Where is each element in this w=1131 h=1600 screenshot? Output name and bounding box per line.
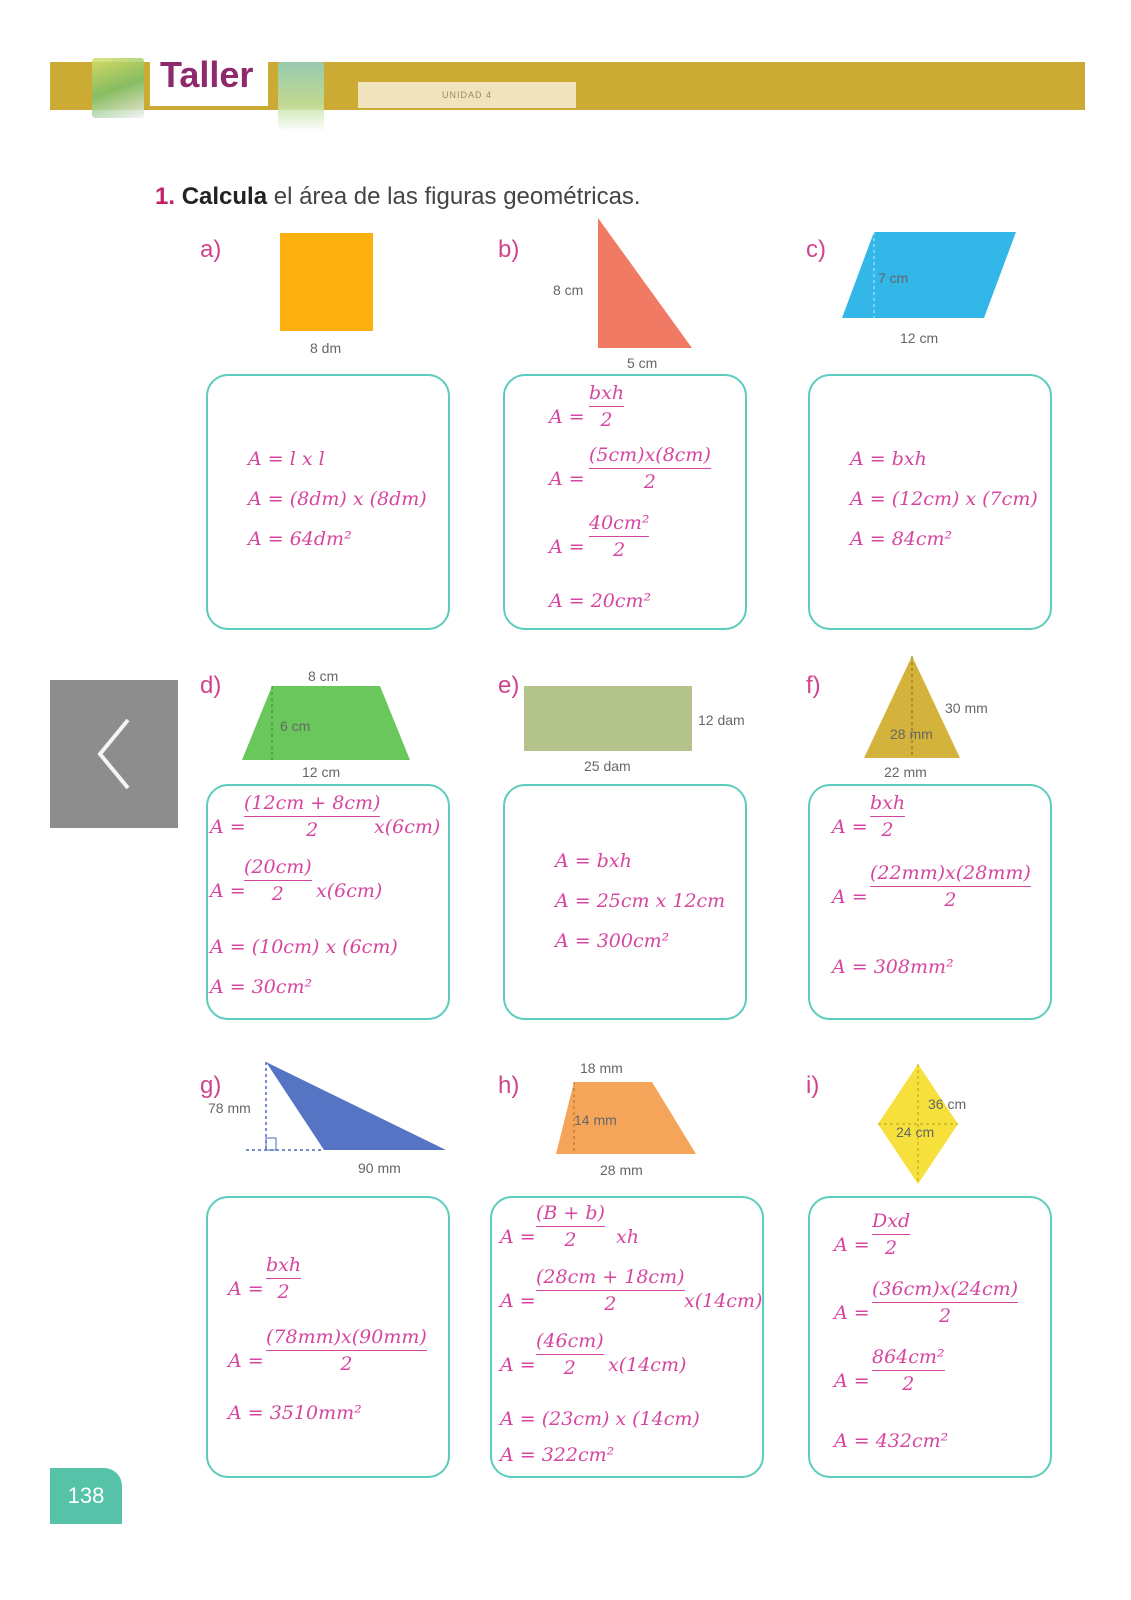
fraction-numerator: 864cm² [872,1346,945,1368]
exercise-b-letter: b) [498,236,520,263]
formula-left: A = [228,1278,264,1300]
fraction-numerator: (5cm)x(8cm) [589,444,711,466]
formula-step: A = l x l [248,448,325,470]
fraction [536,1330,604,1379]
exercise-a-letter: a) [200,236,222,263]
fraction-bar [266,1350,427,1351]
fraction [266,1326,427,1375]
fraction [536,1266,685,1315]
parallelogram-base-label: 12 cm [900,330,939,346]
fraction [872,1346,945,1395]
triangle-base-label: 90 mm [358,1160,401,1176]
instruction-text: el área de las figuras geométricas. [267,183,641,210]
fraction-denominator: 2 [885,1237,898,1259]
page-title: Taller [160,54,254,95]
instruction [155,183,641,211]
trapezoid-base-label: 12 cm [302,764,341,780]
formula-right: x(14cm) [684,1290,763,1312]
fraction [244,792,380,841]
fraction-denominator: 2 [643,471,656,493]
triangle-base-label: 5 cm [627,355,658,371]
formula-step: A = 25cm x 12cm [555,890,726,912]
header-tab-text: UNIDAD 4 [441,90,492,100]
decorative-splash-left [92,58,144,118]
fraction-denominator: 2 [902,1373,915,1395]
parallelogram-shape [840,230,1020,322]
back-button[interactable] [50,680,178,828]
fraction-numerator: bxh [266,1254,302,1276]
fraction-denominator: 2 [271,883,284,905]
fraction-bar [589,536,649,537]
fraction [870,862,1031,911]
fraction-bar [536,1226,605,1227]
fraction-denominator: 2 [604,1293,617,1315]
formula-step: A = 84cm² [850,528,953,550]
formula-step: A = 64dm² [248,528,352,550]
fraction-bar [872,1302,1018,1303]
fraction [870,792,905,841]
fraction-numerator: bxh [589,382,625,404]
rectangle-base-label: 25 dam [584,758,631,774]
fraction-denominator: 2 [881,819,894,841]
formula-left: A = [832,886,868,908]
formula-left: A = [500,1226,536,1248]
exercise-g-letter: g) [200,1072,222,1099]
formula-step: A = (12cm) x (7cm) [850,488,1038,510]
formula-left: A = [834,1370,870,1392]
fraction [872,1210,910,1259]
exercise-b-box [503,374,747,630]
trapezoid-base-label: 28 mm [600,1162,643,1178]
exercise-e-letter: e) [498,672,520,699]
formula-step: A = 3510mm² [228,1402,362,1424]
triangle-base-label: 22 mm [884,764,927,780]
formula-left: A = [500,1290,536,1312]
obtuse-triangle-shape [240,1058,450,1154]
formula-right: x(6cm) [374,816,441,838]
formula-step: A = 432cm² [834,1430,949,1452]
formula-step: A = 20cm² [549,590,652,612]
fraction-bar [589,468,711,469]
fraction-bar [872,1370,945,1371]
exercise-d-letter: d) [200,672,222,699]
trapezoid-height-label: 6 cm [280,718,311,734]
fraction [872,1278,1018,1327]
formula-left: A = [210,816,246,838]
fraction-bar [870,816,905,817]
fraction-denominator: 2 [306,819,319,841]
square-base-label: 8 dm [310,340,342,356]
exercise-i-letter: i) [806,1072,820,1099]
fraction-numerator: bxh [870,792,906,814]
fraction [589,512,649,561]
square-shape [280,233,373,331]
formula-left: A = [210,880,246,902]
page-number: 138 [67,1483,105,1508]
formula-right: x(6cm) [316,880,383,902]
triangle-side-label: 30 mm [945,700,988,716]
fraction-bar [266,1278,301,1279]
fraction-denominator: 2 [600,409,613,431]
formula-left: A = [834,1302,870,1324]
rhombus-major-diagonal-label: 36 cm [928,1096,967,1112]
exercise-i-box [808,1196,1052,1478]
exercise-a-box [206,374,450,630]
fraction [589,444,711,493]
exercise-c-letter: c) [806,236,826,263]
fraction-bar [872,1234,910,1235]
fraction-bar [244,816,380,817]
trapezoid-top-label: 18 mm [580,1060,623,1076]
formula-step: A = 322cm² [500,1444,615,1466]
fraction-denominator: 2 [563,1357,576,1379]
formula-step: A = (8dm) x (8dm) [248,488,427,510]
instruction-verb: Calcula [181,183,268,210]
fraction-numerator: Dxd [872,1210,911,1232]
fraction-denominator: 2 [938,1305,952,1327]
fraction-numerator: 40cm² [589,512,650,534]
exercise-c-box [808,374,1052,630]
fraction-bar [870,886,1031,887]
fraction-numerator: (36cm)x(24cm) [872,1278,1019,1300]
page-number-tab [50,1468,122,1524]
exercise-f-letter: f) [806,672,821,699]
formula-left: A = [549,406,585,428]
formula-step: A = 308mm² [832,956,954,978]
formula-right: x(14cm) [608,1354,687,1376]
fraction-numerator: (20cm) [244,856,312,878]
formula-step: A = (23cm) x (14cm) [500,1408,700,1430]
formula-left: A = [228,1350,264,1372]
rectangle-shape [524,686,692,751]
formula-step: A = bxh [850,448,927,470]
exercise-g-box [206,1196,450,1478]
right-triangle-shape [590,216,695,351]
exercise-h-letter: h) [498,1072,520,1099]
fraction-denominator: 2 [944,889,957,911]
parallelogram-height-label: 7 cm [878,270,909,286]
exercise-d-box [206,784,450,1020]
fraction-numerator: (B + b) [536,1202,605,1224]
fraction-bar [536,1354,604,1355]
formula-right: xh [616,1226,639,1248]
fraction-numerator: (46cm) [536,1330,604,1352]
fraction-denominator: 2 [613,539,626,561]
rhombus-minor-diagonal-label: 24 cm [896,1124,935,1140]
exercise-e-box [503,784,747,1020]
fraction [589,382,624,431]
trapezoid-top-label: 8 cm [308,668,339,684]
header-tab [358,82,576,108]
formula-step: A = 30cm² [210,976,313,998]
formula-left: A = [549,468,585,490]
formula-step: A = 300cm² [555,930,670,952]
fraction-bar [536,1290,685,1291]
exercise-h-box [490,1196,764,1478]
triangle-height-label: 78 mm [208,1100,251,1116]
exercise-f-box [808,784,1052,1020]
fraction-numerator: (12cm + 8cm) [244,792,381,814]
fraction-bar [589,406,624,407]
formula-left: A = [500,1354,536,1376]
formula-step: A = bxh [555,850,632,872]
chevron-left-icon [50,680,178,828]
fraction-bar [244,880,312,881]
formula-left: A = [549,536,585,558]
triangle-height-label: 28 mm [890,726,933,742]
trapezoid-shape [240,682,415,762]
fraction-numerator: (78mm)x(90mm) [266,1326,427,1348]
formula-left: A = [832,816,868,838]
fraction-denominator: 2 [564,1229,577,1251]
fraction [536,1202,605,1251]
decorative-splash-right [278,62,324,132]
trapezoid-height-label: 14 mm [574,1112,617,1128]
triangle-height-label: 8 cm [553,282,584,298]
fraction-denominator: 2 [277,1281,290,1303]
instruction-number: 1. [155,183,176,210]
fraction-numerator: (22mm)x(28mm) [870,862,1031,884]
fraction-denominator: 2 [340,1353,353,1375]
formula-left: A = [834,1234,870,1256]
fraction [266,1254,301,1303]
formula-step: A = (10cm) x (6cm) [210,936,398,958]
fraction [244,856,312,905]
fraction-numerator: (28cm + 18cm) [536,1266,685,1288]
rectangle-height-label: 12 dam [698,712,745,728]
